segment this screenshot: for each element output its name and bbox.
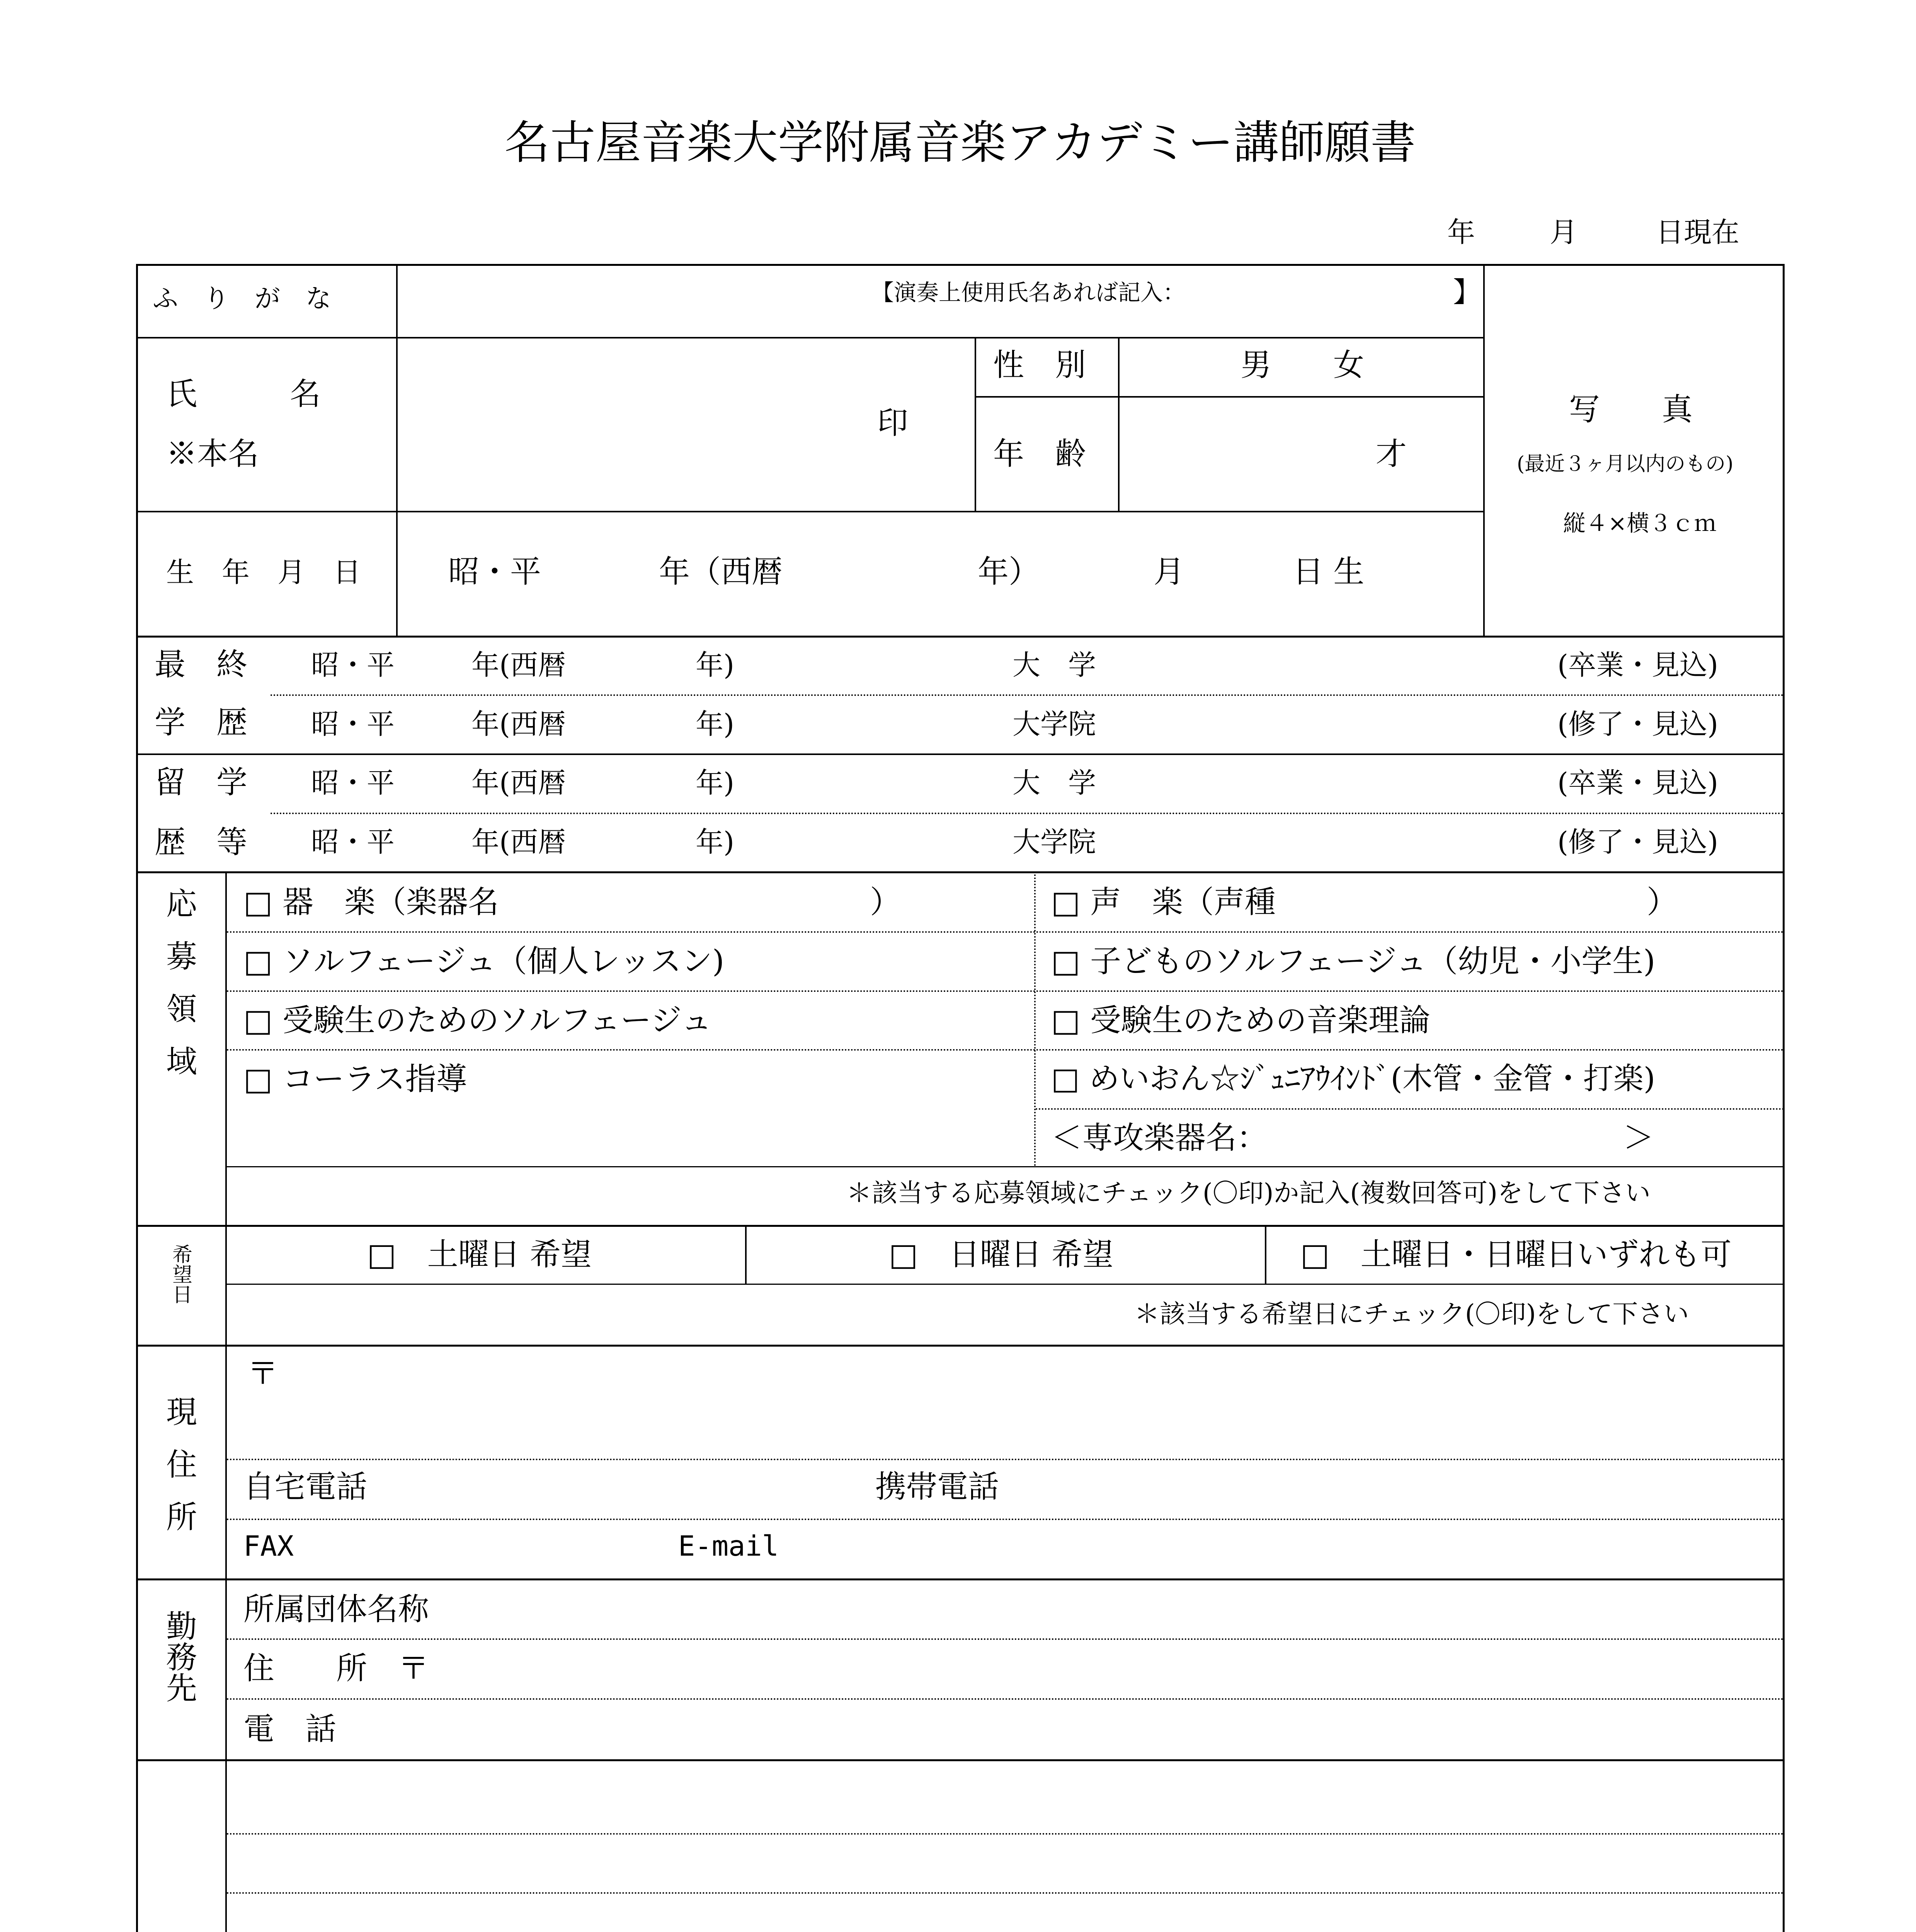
study-abroad-label-1: 留 学 xyxy=(155,764,247,800)
dob-day: 日 生 xyxy=(1293,554,1365,590)
seal-mark: 印 xyxy=(877,405,908,441)
edu-row-2-school: 大学院 xyxy=(1012,708,1096,740)
day-saturday[interactable]: □ 土曜日 希望 xyxy=(367,1236,592,1272)
photo-note: (最近３ヶ月以内のもの) xyxy=(1517,452,1734,476)
edu-row-4-close: 年) xyxy=(696,826,735,858)
address-input[interactable] xyxy=(278,1349,1782,1457)
day-either[interactable]: □ 土曜日・日曜日いずれも可 xyxy=(1300,1236,1732,1272)
address-postal-mark: 〒 xyxy=(247,1355,278,1391)
date-day: 日現在 xyxy=(1656,216,1740,248)
work-phone-label: 電 話 xyxy=(243,1711,336,1747)
edu-row-4-year: 年(西暦 xyxy=(471,826,566,858)
home-phone-label: 自宅電話 xyxy=(243,1469,367,1505)
edu-row-4-school: 大学院 xyxy=(1012,826,1096,858)
fax-label: FAX xyxy=(243,1530,294,1562)
edu-row-4-era[interactable]: 昭・平 xyxy=(311,826,395,858)
dob-label: 生 年 月 日 xyxy=(166,556,361,588)
gender-options[interactable]: 男 女 xyxy=(1240,347,1364,383)
age-input[interactable] xyxy=(1120,398,1482,510)
email-label: E-mail xyxy=(678,1530,779,1562)
dob-year-close: 年） xyxy=(978,554,1040,590)
fields-label: 応 募 領 域 xyxy=(166,886,197,1080)
furigana-label: ふ り が な xyxy=(153,284,331,313)
days-note: ＊該当する希望日にチェック(〇印)をして下さい xyxy=(1134,1299,1689,1329)
dob-year: 年（西暦 xyxy=(659,554,783,590)
photo-label: 写 真 xyxy=(1569,391,1693,427)
edu-row-3-year: 年(西暦 xyxy=(471,767,566,799)
day-sunday[interactable]: □ 日曜日 希望 xyxy=(889,1236,1114,1272)
work-address-label: 住 所 〒 xyxy=(243,1650,429,1686)
edu-row-3-close: 年) xyxy=(696,767,735,799)
page-title: 名古屋音楽大学附属音楽アカデミー講師願書 xyxy=(504,116,1416,169)
address-label: 現 住 所 xyxy=(166,1394,197,1535)
photo-size: 縦４×横３ｃｍ xyxy=(1563,510,1717,536)
field-chorus[interactable]: □ コーラス指導 xyxy=(243,1061,467,1097)
edu-row-3-era[interactable]: 昭・平 xyxy=(311,767,395,799)
field-vocal[interactable]: □ 声 楽（声種 ） xyxy=(1051,884,1678,920)
edu-row-1-year: 年(西暦 xyxy=(471,649,566,681)
work-org-label: 所属団体名称 xyxy=(243,1591,429,1627)
gender-label: 性 別 xyxy=(993,347,1086,383)
field-exam-solfege[interactable]: □ 受験生のためのソルフェージュ xyxy=(243,1002,712,1038)
stage-name-close: 】 xyxy=(1453,276,1481,308)
field-solfege-private[interactable]: □ ソルフェージュ（個人レッスン) xyxy=(243,943,725,979)
edu-row-1-school: 大 学 xyxy=(1012,649,1096,681)
field-junior-wind[interactable]: □ めいおん☆ｼﾞｭﾆｱｳｲﾝﾄﾞ(木管・金管・打楽) xyxy=(1051,1061,1656,1096)
field-exam-theory[interactable]: □ 受験生のための音楽理論 xyxy=(1051,1002,1431,1038)
mobile-phone-label: 携帯電話 xyxy=(875,1469,999,1505)
field-major-instrument[interactable]: ＜専攻楽器名： ＞ xyxy=(1051,1120,1654,1156)
date-year: 年 xyxy=(1447,216,1475,248)
edu-row-4-status[interactable]: (修了・見込) xyxy=(1557,826,1719,858)
motivation-input[interactable] xyxy=(228,1762,1782,1932)
edu-row-2-year: 年(西暦 xyxy=(471,708,566,740)
dob-era[interactable]: 昭・平 xyxy=(448,554,541,590)
photo-box[interactable] xyxy=(1485,266,1783,635)
field-kids-solfege[interactable]: □ 子どものソルフェージュ（幼児・小学生) xyxy=(1051,943,1656,979)
edu-row-2-era[interactable]: 昭・平 xyxy=(311,708,395,740)
edu-row-1-close: 年) xyxy=(696,649,735,681)
edu-row-2-status[interactable]: (修了・見込) xyxy=(1557,708,1719,740)
fields-note: ＊該当する応募領域にチェック(〇印)か記入(複数回答可)をして下さい xyxy=(846,1178,1651,1208)
days-label: 希 望 日 xyxy=(172,1243,192,1307)
stage-name-note: 【演奏上使用氏名あれば記入： xyxy=(871,279,1186,306)
final-education-label-2: 学 歴 xyxy=(155,704,247,740)
edu-row-3-school: 大 学 xyxy=(1012,767,1096,799)
age-label: 年 齢 xyxy=(993,436,1086,472)
edu-row-1-status[interactable]: (卒業・見込) xyxy=(1557,649,1719,681)
dob-month: 月 xyxy=(1154,554,1184,590)
edu-row-3-status[interactable]: (卒業・見込) xyxy=(1557,767,1719,799)
edu-row-2-close: 年) xyxy=(696,708,735,740)
edu-row-1-era[interactable]: 昭・平 xyxy=(311,649,395,681)
final-education-label-1: 最 終 xyxy=(155,646,247,682)
field-instrument[interactable]: □ 器 楽（楽器名 ） xyxy=(243,884,901,920)
age-unit: 才 xyxy=(1376,436,1407,472)
date-month: 月 xyxy=(1550,216,1578,248)
work-label: 勤 務 先 xyxy=(166,1609,197,1706)
study-abroad-label-2: 歴 等 xyxy=(155,824,247,860)
real-name-note: ※本名 xyxy=(166,436,259,472)
name-label: 氏 名 xyxy=(166,376,321,412)
